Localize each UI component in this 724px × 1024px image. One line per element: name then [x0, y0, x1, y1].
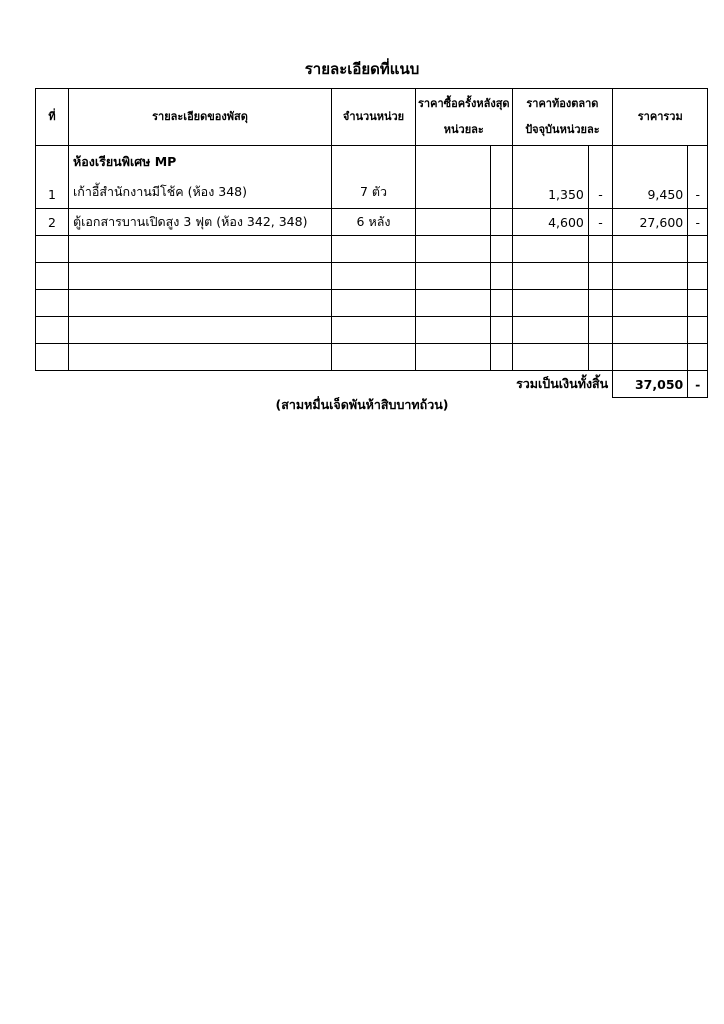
- empty-row: [36, 263, 708, 290]
- empty-row: [36, 236, 708, 263]
- header-market-price-line1: ราคาท้องตลาด: [526, 97, 599, 110]
- header-no: ที่: [36, 89, 69, 146]
- header-details: รายละเอียดของพัสดุ: [69, 89, 332, 146]
- row-last-price: [416, 209, 491, 236]
- document-title: รายละเอียดที่แนบ: [304, 60, 420, 78]
- header-last-price: [416, 89, 513, 146]
- row-quantity: 6 หลัง: [332, 209, 416, 236]
- row-quantity: 7 ตัว: [332, 146, 416, 209]
- row-details-text: เก้าอี้สำนักงานมีโช้ค (ห้อง 348): [73, 184, 248, 199]
- header-market-price: [512, 89, 613, 146]
- empty-row: [36, 344, 708, 371]
- row-details: ตู้เอกสารบานเปิดสูง 3 ฟุต (ห้อง 342, 348): [69, 209, 332, 236]
- grand-total-sub: -: [688, 371, 708, 398]
- table-header-row: [36, 89, 708, 146]
- empty-row: [36, 317, 708, 344]
- grand-total-row: [36, 371, 708, 398]
- header-quantity: จำนวนหน่วย: [332, 89, 416, 146]
- row-market-price: 1,350: [512, 146, 588, 209]
- row-no: 1: [36, 146, 69, 209]
- header-total: ราคารวม: [613, 89, 708, 146]
- amount-in-words: (สามหมื่นเจ็ดพันห้าสิบบาทถ้วน): [275, 397, 449, 412]
- empty-row: [36, 290, 708, 317]
- table-row: [36, 146, 708, 209]
- row-last-price: [416, 146, 491, 209]
- row-total-sub: -: [688, 209, 708, 236]
- grand-total-label: รวมเป็นเงินทั้งสิ้น: [512, 371, 613, 398]
- row-market-price-sub: -: [588, 209, 612, 236]
- header-last-price-line2: หน่วยละ: [443, 123, 484, 136]
- details-table: [35, 88, 708, 398]
- row-last-price-sub: [490, 209, 512, 236]
- row-market-price: 4,600: [512, 209, 588, 236]
- header-last-price-line1: ราคาซื้อครั้งหลังสุด: [418, 97, 510, 110]
- row-no: 2: [36, 209, 69, 236]
- row-details: [69, 146, 332, 209]
- row-total: 9,450: [613, 146, 688, 209]
- row-last-price-sub: [490, 146, 512, 209]
- table-row: [36, 209, 708, 236]
- grand-total-value: 37,050: [613, 371, 688, 398]
- section-title: ห้องเรียนพิเศษ MP: [73, 154, 177, 169]
- header-market-price-line2: ปัจจุบันหน่วยละ: [525, 123, 600, 136]
- row-total-sub: -: [688, 146, 708, 209]
- row-total: 27,600: [613, 209, 688, 236]
- row-market-price-sub: -: [588, 146, 612, 209]
